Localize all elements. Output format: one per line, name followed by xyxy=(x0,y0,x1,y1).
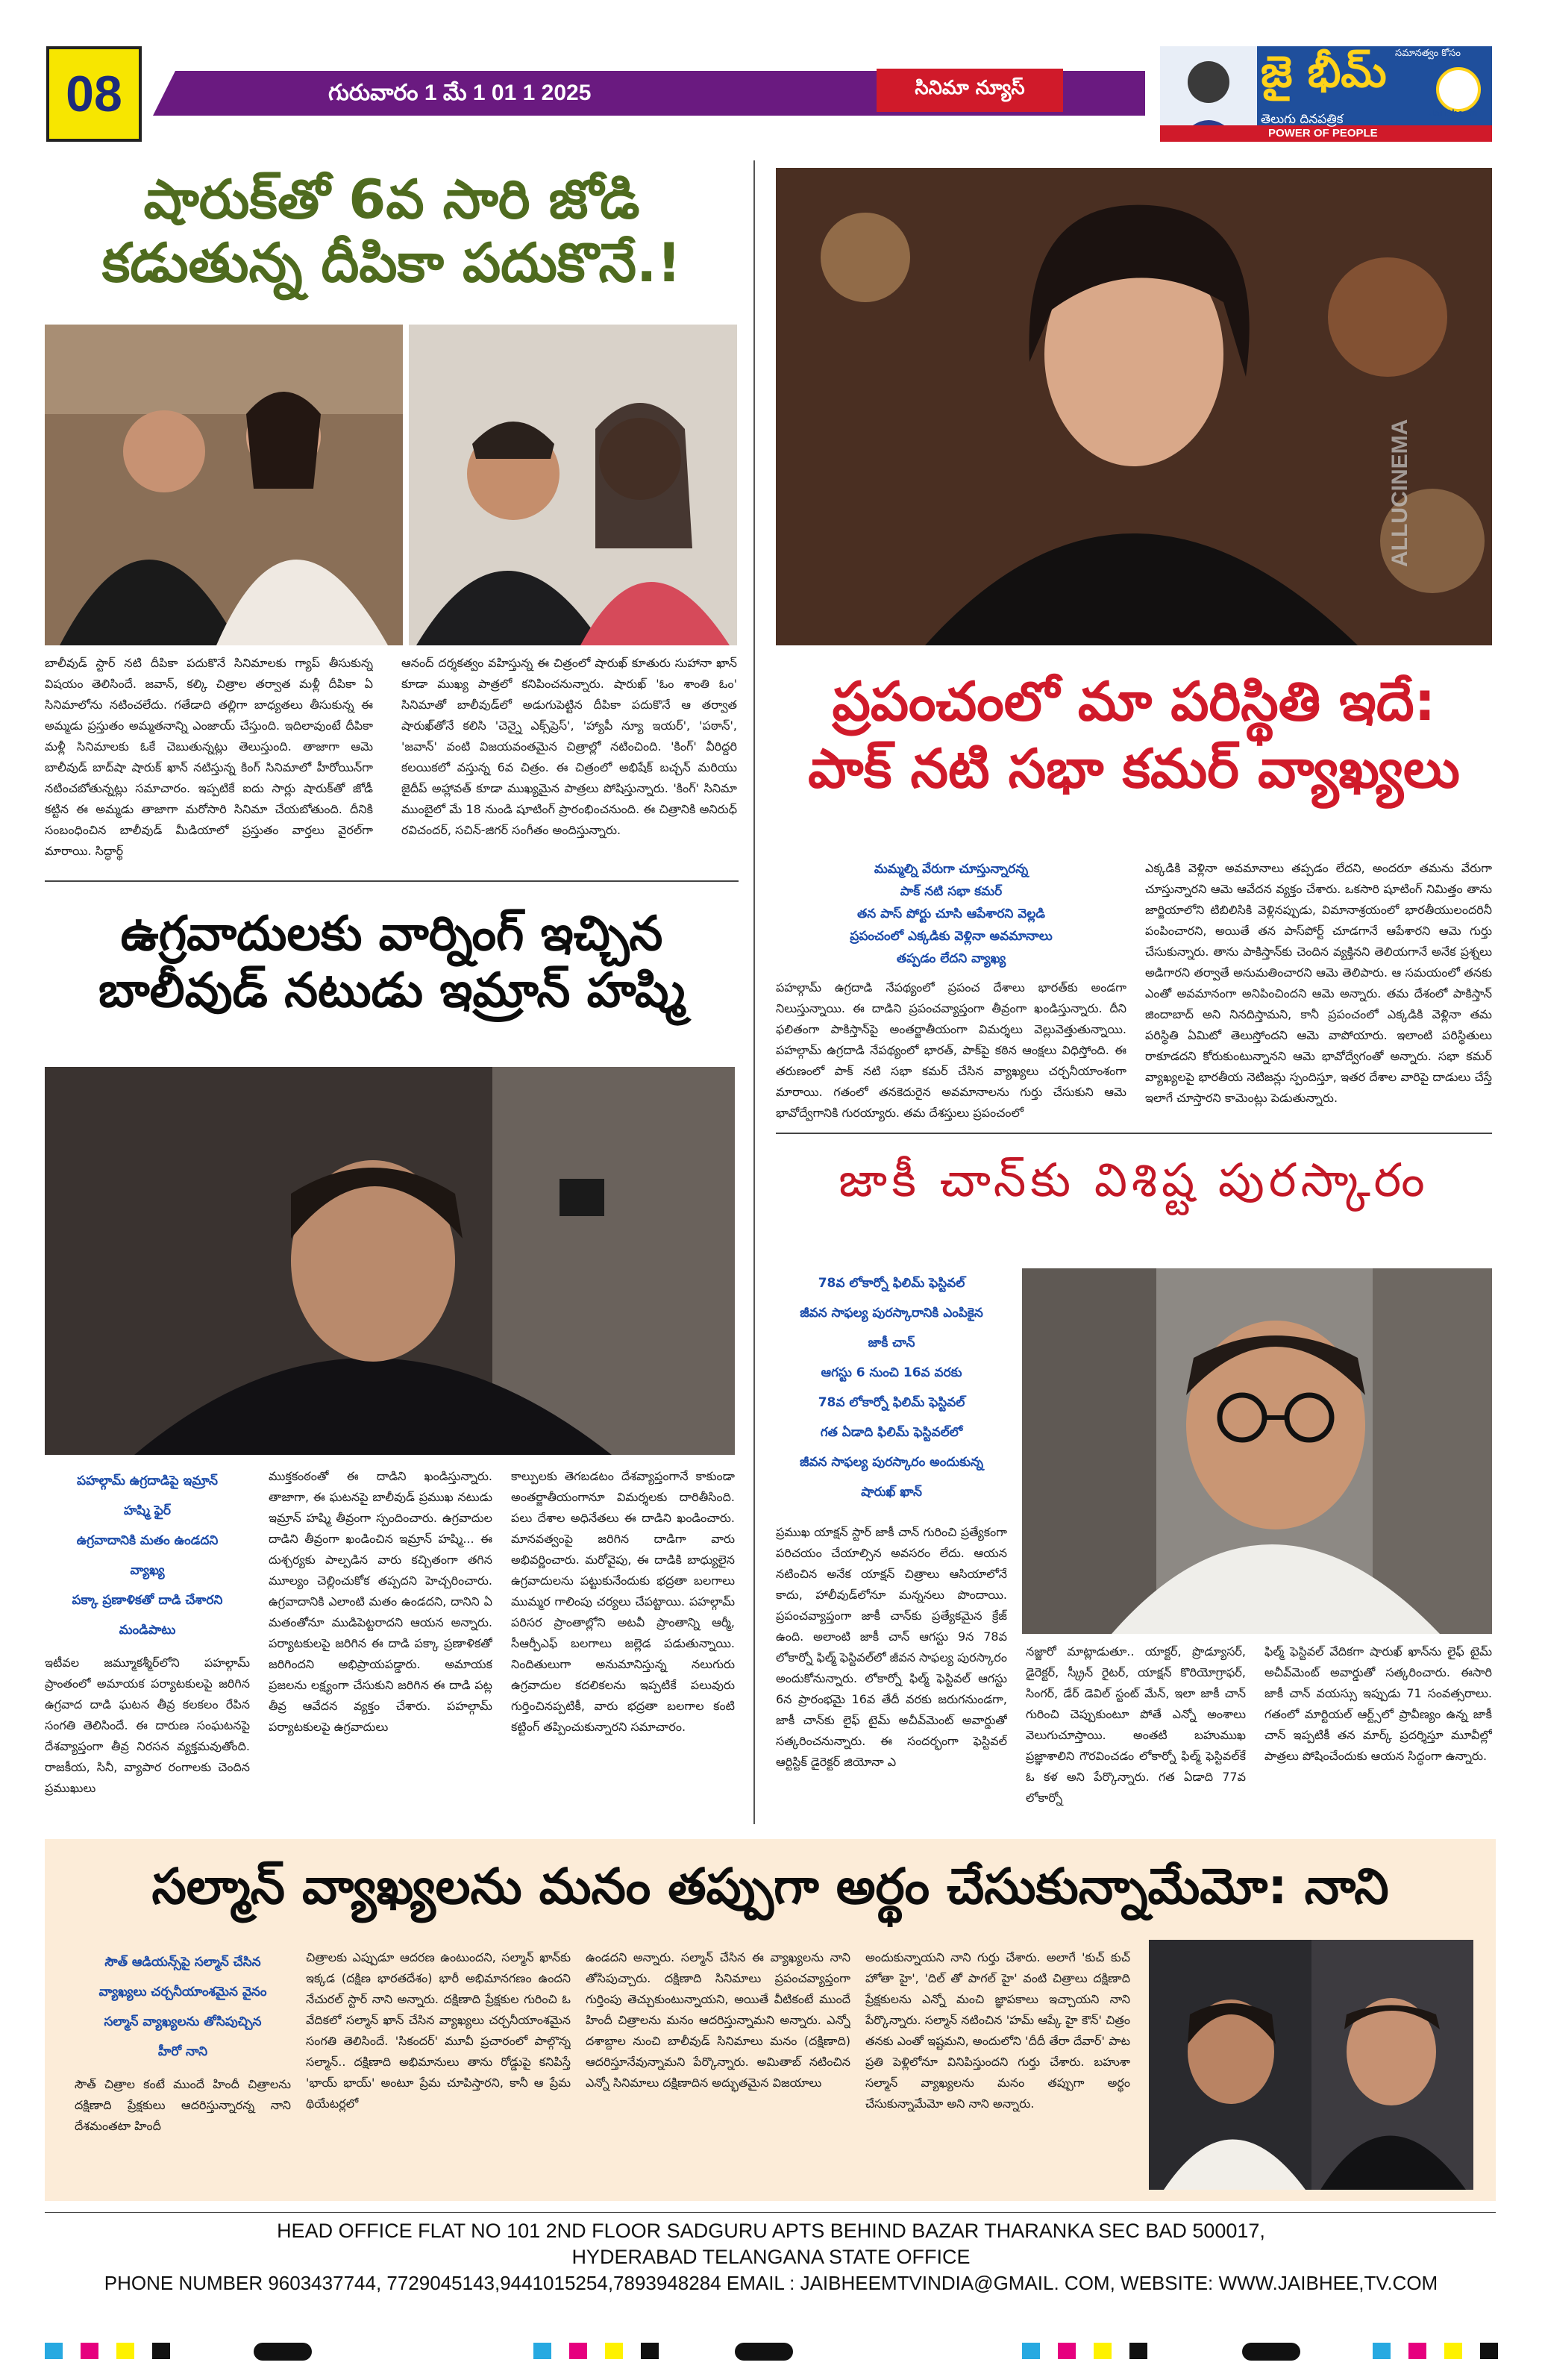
jackie-blurb-line: 78వ లోకార్నో ఫిలిమ్ ఫెస్టివల్ xyxy=(818,1276,965,1291)
registration-mark xyxy=(735,2343,793,2361)
registration-marks xyxy=(1373,2343,1498,2359)
logo-emblem-text: Jai Bheem xyxy=(1429,107,1478,119)
emraan-blurb-line: హష్మి ఫైర్ xyxy=(124,1503,171,1518)
logo-top-text: సమానత్వం కోసం xyxy=(1395,48,1461,59)
jackie-blurb-line: 78వ లోకార్నో ఫిలిమ్ ఫెస్టివల్ xyxy=(818,1395,965,1410)
deepika-body-col1: బాలీవుడ్ స్టార్ నటి దీపికా పదుకొనే సినిమాలకు గ్యాప్ తీసుకున్న విషయం తెలిసిందే. జవాన్, కల్కి చిత్రాల తర్వాత మళ్లీ దీపికా ఏ సినిమాలోను నటించలేదు. గతేడాది తల్లిగా బాధ్యతలు తీసుకున్న ఈ అమ్మడు ప్రస్తుతం అమ్మతనాన్ని ఎంజాయ్ చేస్తుంది. ఇదిలావుంటే దీపికా మళ్లీ సినిమాలకు ఓకే చెబుతున్నట్లు తెలుస్తుంది. తాజాగా ఆమె బాలీవుడ్ బాద్‌షా షారుక్ ఖాన్ నటిస్తున్న కింగ్ సినిమాలో హీరోయిన్‌గా నటించబోతున్నట్లు సమాచారం. ఇప్పటికే ఐదు సార్లు షారుక్‌తో జోడీ కట్టిన ఈ అమ్మడు తాజాగా మరోసారి సినిమా చేయబోతుంది. దీనికి సంబంధించిన బాలీవుడ్ మీడియాలో ప్రస్తుతం వార్తలు వైరల్‌గా మారాయి. సిద్ధార్థ్ xyxy=(45,656,373,858)
logo-title: జై భీమ్ xyxy=(1261,46,1387,97)
emraan-body-col1: ఇటీవల జమ్మూకశ్మీర్‌లోని పహల్గామ్ ప్రాంతంలో అమాయక పర్యాటకులపై జరిగిన ఉగ్రవాద దాడి ఘటన తీవ్ర కలకలం రేపిన సంగతి తెలిసిందే. ఈ దారుణ సంఘటనపై దేశవ్యాప్తంగా తీవ్ర నిరసన వ్యక్తమవుతోంది. రాజకీయ, సినీ, వ్యాపార రంగాలకు చెందిన ప్రముఖులు xyxy=(45,1656,250,1795)
salman-body-col1: చిత్రాలకు ఎప్పుడూ ఆదరణ ఉంటుందని, సల్మాన్ ఖాన్‌కు ఇక్కడ (దక్షిణ భారతదేశం) భారీ అభిమానగణం ఉందని నేచురల్ స్టార్ నాని అన్నారు. దక్షిణాది ప్రేక్షకుల గురించి ఓ వేదికలో సల్మాన్ ఖాన్ చేసిన వ్యాఖ్యలు చర్చనీయాంశమైన సంగతి తెలిసిందే. 'సికందర్' మూవీ ప్రచారంలో పాల్గొన్న సల్మాన్.. దక్షిణాది అభిమానులు తాను రోడ్డుపై కనిపిస్తే 'భాయ్ భాయ్' అంటూ ప్రేమ చూపిస్తారని, కానీ ఆ ప్రేమ థియేటర్లలో xyxy=(306,1950,571,2111)
saba-body-col2: ఎక్కడికి వెళ్లినా అవమానాలు తప్పడం లేదని, అందరూ తమను వేరుగా చూస్తున్నారని ఆమె ఆవేదన వ్యక్తం చేశారు. ఒకసారి షూటింగ్ నిమిత్తం తాను జార్జియాలోని టిబిలిసికి వెళ్లినప్పుడు, విమానాశ్రయంలో భారతీయులందరినీ పంపించారని, అయితే తన పాస్‌పోర్ట్ చూడగానే ఆపేశారని ఆమె గుర్తు చేసుకున్నారు. తాను పాకిస్తాన్‌కు చెందిన వ్యక్తినని తెలియగానే అనేక ప్రశ్నలు అడిగారని తర్వాతే అనుమతించారని ఆమె తెలిపారు. ఆ సమయంలో తనకు ఎంతో అవమానంగా అనిపించిందని ఆమె అన్నారు. తమ దేశంలో పాకిస్తాన్ జిందాబాద్ అని నినదిస్తామని, కానీ ప్రపంచంలో ఎక్కడికి వెళ్లినా తమ పరిస్థితి ఏమిటో తెలుస్తోందని ఆమె వాపోయారు. ఇలాంటి పరిస్థితులు రాకూడదని కోరుకుంటున్నానని ఆమె భావోద్వేగంతో అన్నారు. సభా కమర్ వ్యాఖ్యలపై భారతీయ నెటిజన్లు స్పందిస్తూ, ఇతర దేశాల వారిపై దాడులు చేస్తే ఇలాగే చూస్తారని కామెంట్లు పెడుతున్నారు. xyxy=(1145,861,1492,1105)
registration-mark xyxy=(254,2343,312,2361)
saba-headline-line1: ప్రపంచంలో మా పరిస్థితి ఇదే: xyxy=(832,670,1436,733)
emraan-body-col3: కాల్పులకు తెగబడటం దేశవ్యాప్తంగానే కాకుండా అంతర్జాతీయంగానూ విమర్శలకు దారితీసింది. పలు దేశాల అధినేతలు ఈ దాడిని ఖండించారు. మానవత్వంపై జరిగిన దాడిగా వారు అభివర్ణించారు. మరోవైపు, ఈ దాడికి బాధ్యులైన ఉగ్రవాదులను పట్టుకునేందుకు భద్రతా బలగాలు ముమ్మర గాలింపు చర్యలు చేపట్టాయి. పహల్గామ్ పరిసర ప్రాంతాల్లోని అటవీ ప్రాంతాన్ని ఆర్మీ, సీఆర్పీఎఫ్ బలగాలు జల్లెడ పడుతున్నాయి. నిందితులుగా అనుమానిస్తున్న నలుగురు ఉగ్రవాదుల కదలికలను ఇప్పటికే పలువురు గుర్తించినప్పటికీ, వారు భద్రతా బలగాల కంటి కట్టింగ్ తప్పించుకున్నారని సమాచారం. xyxy=(511,1469,735,1734)
divider xyxy=(45,880,739,882)
jackie-blurb-line: జీవన సాఫల్య పురస్కారం అందుకున్న xyxy=(800,1455,983,1470)
deepika-photo-left-art xyxy=(45,325,403,645)
emraan-headline-line1: ఉగ్రవాదులకు వార్నింగ్ ఇచ్చిన xyxy=(120,906,663,962)
jackie-body-col3: ఫిల్మ్ ఫెస్టివల్ వేదికగా షారుఖ్ ఖాన్‌ను లైఫ్ టైమ్ అచీవ్‌మెంట్ అవార్డుతో సత్కరించారు. ఈసారి జాకీ చాన్ వయస్సు ఇప్పుడు 71 సంవత్సరాలు. గతంలో మార్టియల్ ఆర్ట్స్‌లో ప్రావీణ్యం ఉన్న జాకీ చాన్ ఇప్పటికీ తన మార్క్ ప్రదర్శిస్తూ మూవీల్లో పాత్రలు పోషించేందుకు ఆయన సిద్ధంగా ఉన్నారు. xyxy=(1264,1644,1492,1763)
emraan-photo xyxy=(45,1067,735,1455)
emraan-body-col2: ముక్తకంఠంతో ఈ దాడిని ఖండిస్తున్నారు. తాజాగా, ఈ ఘటనపై బాలీవుడ్ ప్రముఖ నటుడు ఇమ్రాన్ హష్మి తీవ్రంగా స్పందించారు. ఉగ్రవాదుల దాడిని తీవ్రంగా ఖండించిన ఇమ్రాన్ హష్మి... ఈ దుశ్చర్యకు పాల్పడిన వారు కచ్చితంగా తగిన మూల్యం చెల్లించుకోక తప్పదని హెచ్చరించారు. ఉగ్రవాదానికి ఎలాంటి మతం ఉండదని, దానిని ఏ మతంతోనూ ముడిపెట్టరాదని ఆయన అన్నారు. పర్యాటకులపై జరిగిన ఈ దాడి పక్కా ప్రణాళికతో జరిగిందని అభిప్రాయపడ్డారు. అమాయక ప్రజలను లక్ష్యంగా చేసుకుని జరిగిన ఈ దాడి పట్ల తీవ్ర ఆవేదన వ్యక్తం చేశారు. పహల్గామ్ పర్యాటకులపై ఉగ్రవాదులు xyxy=(269,1469,492,1734)
divider xyxy=(776,1133,1492,1134)
deepika-headline xyxy=(45,168,739,295)
emraan-photo-art xyxy=(45,1067,735,1455)
issue-date: గురువారం 1 మే 1 01 1 2025 xyxy=(328,81,592,105)
salman-body-col3: అందుకున్నాయని నాని గుర్తు చేశారు. అలాగే 'కుచ్ కుచ్ హోతా హై', 'దిల్ తో పాగల్ హై' వంటి చిత్రాలు దక్షిణాది ప్రేక్షకులను ఎన్నో మంచి జ్ఞాపకాలు ఇచ్చాయని నాని పేర్కొన్నారు. సల్మాన్ నటించిన 'హమ్ ఆప్కే హై కౌన్' చిత్రం తనకు ఎంతో ఇష్టమని, అందులోని 'దీదీ తేరా దేవార్' పాట ప్రతి పెళ్లిలోనూ వినిపిస్తుందని గుర్తు చేశారు. బహుశా సల్మాన్ వ్యాఖ్యలను మనం తప్పుగా అర్థం చేసుకున్నామేమో అని నాని అన్నారు. xyxy=(865,1950,1130,2111)
emraan-blurb xyxy=(45,1466,250,1645)
jackie-body-col2: నజ్జారో మాట్లాడుతూ.. యాక్టర్, ప్రొడ్యూసర్, డైరెక్టర్, స్క్రీన్ రైటర్, యాక్షన్ కొరియోగ్రాఫర్, సింగర్, డేర్ డెవిల్ స్టంట్ మేన్, ఇలా జాకీ చాన్ గురించి చెప్పుకుంటూ పోతే ఎన్నో అంశాలు వెలుగుచూస్తాయి. అంతటి బహుముఖ ప్రజ్ఞాశాలిని గౌరవించడం లోకార్నో ఫిల్మ్ ఫెస్టివల్‌కే ఓ కళ అని పేర్కొన్నారు. గత ఏడాది 77వ లోకార్నో xyxy=(1026,1644,1246,1805)
salman-headline: సల్మాన్ వ్యాఖ్యలను మనం తప్పుగా అర్థం చేసుకున్నామేమో: నాని xyxy=(151,1858,1389,1915)
registration-marks xyxy=(1022,2343,1147,2359)
nani-salman-photo-art xyxy=(1149,1940,1473,2190)
deepika-photo-right xyxy=(409,325,737,645)
saba-photo xyxy=(776,168,1492,645)
logo-subtitle: తెలుగు దినపత్రిక xyxy=(1261,112,1344,127)
jackie-blurb-line: జాకీ చాన్ xyxy=(868,1335,915,1350)
jackie-blurb-line: ఆగస్టు 6 నుంచి 16వ వరకు xyxy=(821,1365,962,1380)
deepika-headline-line1: షారుక్‌తో 6వ సారి జోడి xyxy=(143,168,640,231)
jackie-blurb-line: గత ఏడాది ఫిలిమ్ ఫెస్టివల్‌లో xyxy=(820,1425,963,1440)
column-divider xyxy=(753,160,755,1824)
salman-blurb-line: హీరో నాని xyxy=(157,2044,208,2059)
registration-marks xyxy=(533,2343,659,2359)
saba-headline-line2: పాక్ నటి సభా కమర్ వ్యాఖ్యలు xyxy=(808,737,1460,800)
jackie-photo-art xyxy=(1022,1268,1492,1634)
saba-blurb-line: ప్రపంచంలో ఎక్కడికు వెళ్లినా అవమానాలు xyxy=(850,929,1053,944)
emraan-blurb-line: వ్యాఖ్య xyxy=(130,1563,165,1578)
logo-tagline: POWER OF PEOPLE xyxy=(1268,127,1378,140)
deepika-headline-line2: కడుతున్న దీపికా పదుకొనే.! xyxy=(101,231,682,294)
salman-blurb-line: సౌత్ ఆడియన్స్‌పై సల్మాన్ చేసిన xyxy=(104,1955,261,1970)
emraan-headline-line2: బాలీవుడ్ నటుడు ఇమ్రాన్ హష్మి xyxy=(98,962,685,1018)
footer-address-line2: HYDERABAD TELANGANA STATE OFFICE xyxy=(571,2246,971,2268)
salman-blurb-line: వ్యాఖ్యలు చర్చనీయాంశమైన వైనం xyxy=(98,1985,267,1999)
footer-address-line1: HEAD OFFICE FLAT NO 101 2ND FLOOR SADGURU APTS BEHIND BAZAR THARANKA SEC BAD 500017, xyxy=(277,2220,1265,2242)
emraan-headline xyxy=(45,906,739,1019)
saba-blurb-line: తప్పడం లేదని వ్యాఖ్య xyxy=(896,951,1006,966)
jackie-blurb-line: షారుఖ్ ఖాన్ xyxy=(861,1485,922,1500)
saba-photo-art xyxy=(776,168,1492,645)
portrait-icon xyxy=(1160,46,1257,125)
registration-mark xyxy=(1242,2343,1300,2361)
emraan-blurb-line: పహల్గామ్ ఉగ్రదాడిపై ఇమ్రాన్ xyxy=(77,1474,218,1488)
nani-salman-photo xyxy=(1149,1940,1473,2190)
emraan-blurb-line: ఉగ్రవాదానికి మతం ఉండదని xyxy=(76,1533,219,1548)
salman-blurb xyxy=(75,1947,291,2067)
saba-headline xyxy=(776,668,1492,802)
saba-body-col1: పహల్గామ్ ఉగ్రదాడి నేపథ్యంలో ప్రపంచ దేశాలు భారత్‌కు అండగా నిలుస్తున్నాయి. ఈ దాడిని ప్రపంచవ్యాప్తంగా తీవ్రంగా ఖండిస్తున్నారు. దీని ఫలితంగా పాకిస్తాన్‌పై అంతర్జాతీయంగా విమర్శలు వెల్లువెత్తుతున్నాయి. పహల్గామ్ ఉగ్రదాడి నేపథ్యంలో భారత్, పాక్‌పై కఠిన ఆంక్షలు విధిస్తోంది. ఈ తరుణంలో పాక్ నటి సభా కమర్ చేసిన వ్యాఖ్యలు చర్చనీయాంశంగా మారాయి. గతంలో తనకెదురైన అవమానాలను గుర్తు చేసుకుని ఆమె భావోద్వేగానికి గురయ్యారు. తమ దేశస్తులు ప్రపంచంలో xyxy=(776,980,1126,1120)
saba-blurb-line: పాక్ నటి సభా కమర్ xyxy=(900,884,1003,899)
jackie-headline: జాకీ చాన్‌కు విశిష్ట పురస్కారం xyxy=(839,1153,1429,1207)
saba-blurb-line: తన పాస్ పోర్టు చూసి ఆపేశారని వెల్లడి xyxy=(856,906,1046,921)
salman-body-col0: సౌత్ చిత్రాల కంటే ముందే హిందీ చిత్రాలను దక్షిణాది ప్రేక్షకులు ఆదరిస్తున్నారన్న నాని దేశమంతటా హిందీ xyxy=(75,2077,291,2133)
footer-divider xyxy=(45,2212,1496,2213)
deepika-photo-right-art xyxy=(409,325,737,645)
jackie-blurb xyxy=(776,1268,1007,1507)
jackie-photo xyxy=(1022,1268,1492,1634)
saba-photo-watermark: ALLUCINEMA xyxy=(1388,419,1412,567)
section-label: సినిమా న్యూస్ xyxy=(877,69,1063,112)
jackie-blurb-line: జీవన సాఫల్య పురస్కారానికి ఎంపికైన xyxy=(800,1306,983,1321)
saba-blurb xyxy=(776,858,1126,970)
deepika-photo-left xyxy=(45,325,403,645)
page-number: 08 xyxy=(46,46,142,142)
salman-body-col2: ఉండదని అన్నారు. సల్మాన్ చేసిన ఈ వ్యాఖ్యలను నాని తోసిపుచ్చారు. దక్షిణాది సినిమాలు ప్రపంచవ్యాప్తంగా గుర్తింపు తెచ్చుకుంటున్నాయని, అయితే వీటికంటే ముందే హిందీ చిత్రాలను మనం ఆదరిస్తున్నామని అన్నారు. ఎన్నో దశాబ్దాల నుంచి బాలీవుడ్ సినిమాలు మనం (దక్షిణాది) ఆదరిస్తూనేవున్నామని పేర్కొన్నారు. అమితాబ్ నటించిన ఎన్నో సినిమాలు దక్షిణాదిన అద్భుతమైన విజయాలు xyxy=(586,1950,850,2090)
salman-blurb-line: సల్మాన్ వ్యాఖ్యలను తోసిపుచ్చిన xyxy=(104,2014,262,2029)
footer-contact-line: PHONE NUMBER 9603437744, 7729045143,9441015254,7893948284 EMAIL : JAIBHEEMTVINDIA@GMAIL. COM, WEBSITE: WWW.JAIBHEE,TV.COM xyxy=(104,2272,1438,2294)
emraan-blurb-line: పక్కా ప్రణాళికతో దాడి చేశారని xyxy=(72,1593,223,1608)
saba-blurb-line: మమ్మల్ని వేరుగా చూస్తున్నారన్న xyxy=(874,862,1029,877)
deepika-body-col2: ఆనంద్ దర్శకత్వం వహిస్తున్న ఈ చిత్రంలో షారుఖ్ కూతురు సుహానా ఖాన్ కూడా ముఖ్య పాత్రలో కనిపించనున్నారు. షారుఖ్ 'ఓం శాంతి ఓం' సినిమాతో బాలీవుడ్‌లో అడుగుపెట్టిన దీపికా పదుకొనే ఆ తర్వాత షారుఖ్‌తోనే కలిసి 'చెన్నై ఎక్స్‌ప్రెస్', 'హ్యాపీ న్యూ ఇయర్', 'పఠాన్', 'జవాన్' వంటి విజయవంతమైన చిత్రాల్లో నటించింది. 'కింగ్' వీరిద్దరి కలయికలో వస్తున్న 6వ చిత్రం. ఈ చిత్రంలో అభిషేక్ బచ్చన్ మరియు జైదీప్ అహ్లావత్ కూడా ముఖ్యమైన పాత్రలు పోషిస్తున్నారు. 'కింగ్' సినిమా ముంబైలో మే 18 నుండి షూటింగ్ ప్రారంభించనుంది. ఈ చిత్రానికి అనిరుధ్ రవిచందర్, సచిన్-జిగర్ సంగీతం అందిస్తున్నారు. xyxy=(401,656,737,837)
emraan-blurb-line: మండిపాటు xyxy=(119,1623,176,1638)
registration-marks xyxy=(45,2343,170,2359)
jackie-body-col1: ప్రముఖ యాక్షన్ స్టార్ జాకీ చాన్ గురించి ప్రత్యేకంగా పరిచయం చేయాల్సిన అవసరం లేదు. ఆయన నటించిన అనేక యాక్షన్ చిత్రాలు ఆసియాలోనే కాదు, హాలీవుడ్‌లోనూ మన్ననలు పొందాయి. ప్రపంచవ్యాప్తంగా జాకీ చాన్‌కు ప్రత్యేకమైన క్రేజ్ ఉంది. అలాంటి జాకీ చాన్ ఆగస్టు 9న 78వ లోకార్నో ఫిల్మ్ ఫెస్టివల్‌లో జీవన సాఫల్య పురస్కారం అందుకోనున్నారు. లోకార్నో ఫిల్మ్ ఫెస్టివల్ ఆగస్టు 6న ప్రారంభమై 16వ తేదీ వరకు జరుగనుండగా, జాకీ చాన్‌కు లైఫ్ టైమ్ అచీవ్‌మెంట్ అవార్డుతో సత్కరించనున్నారు. ఈ సందర్భంగా ఫెస్టివల్ ఆర్టిస్టిక్ డైరెక్టర్ జియోనా ఎ xyxy=(776,1525,1007,1769)
